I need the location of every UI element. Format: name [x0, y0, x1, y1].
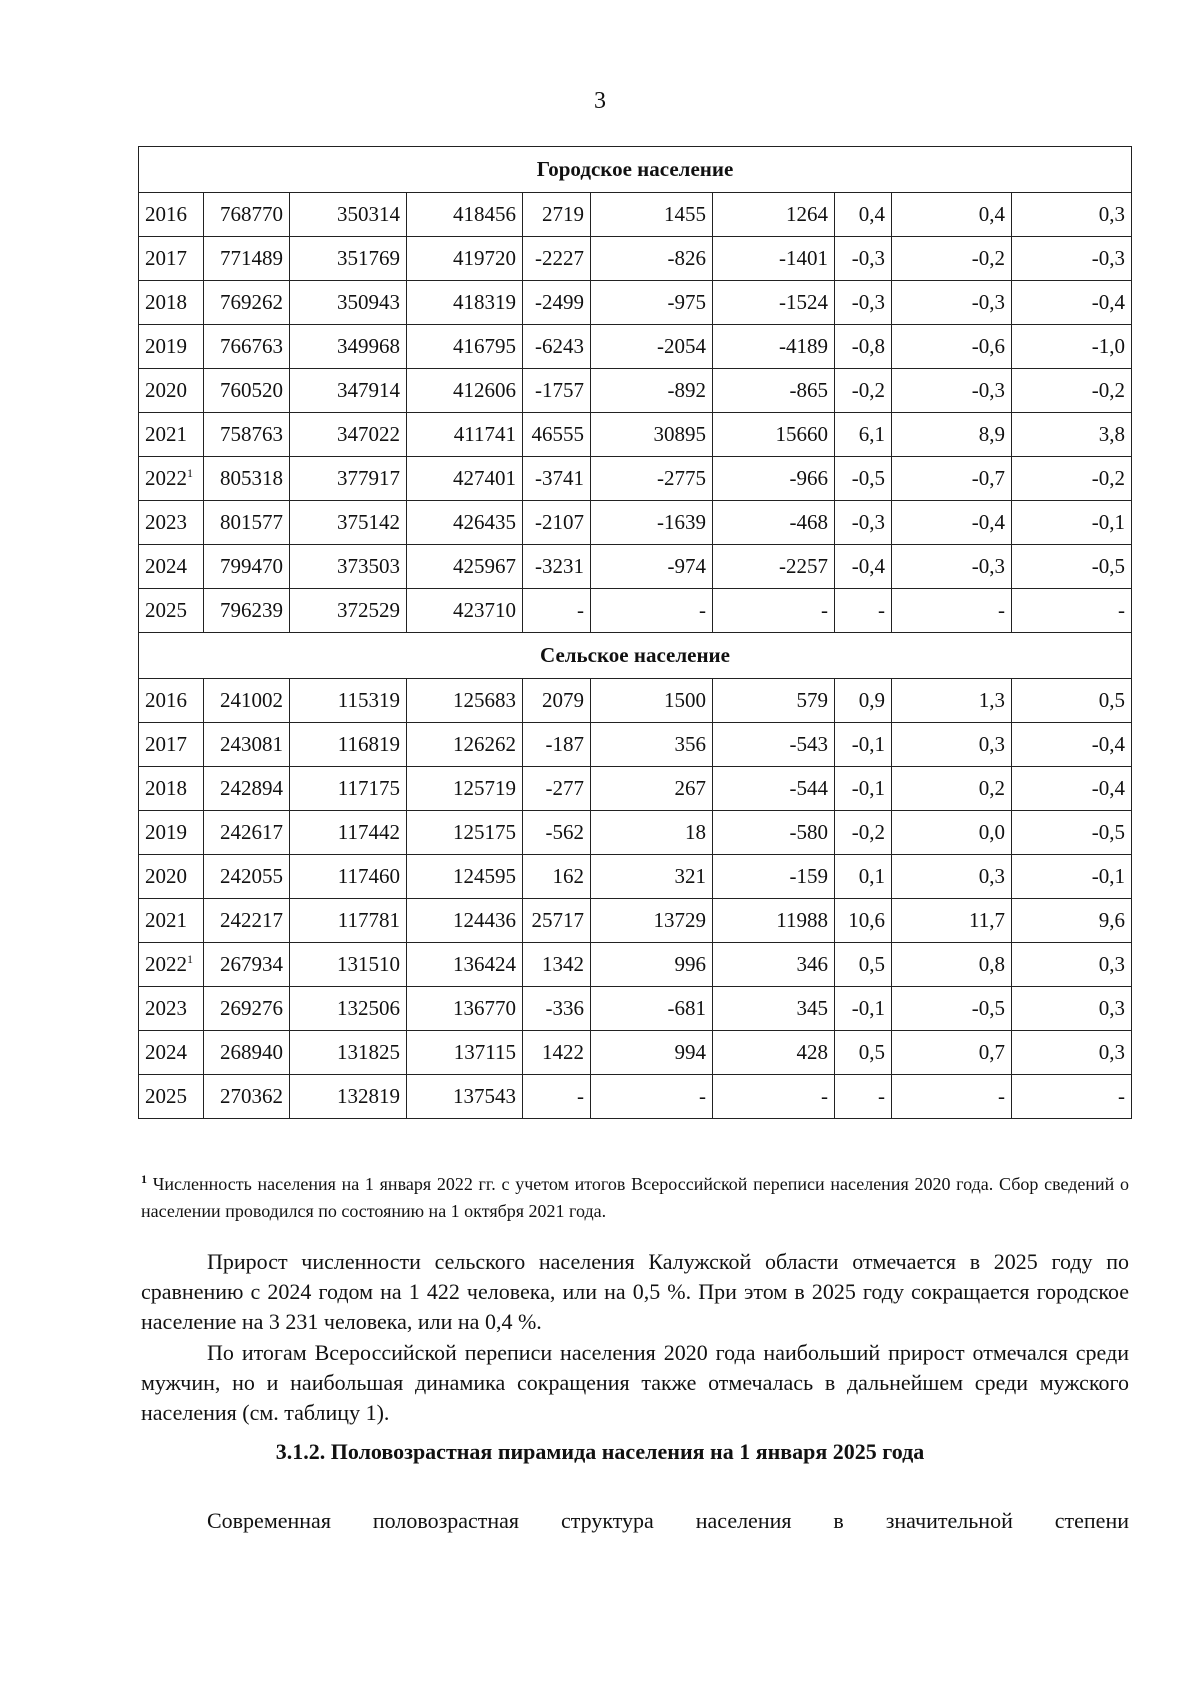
table-cell: -2227 [523, 237, 591, 281]
table-cell: 0,0 [892, 811, 1012, 855]
table-cell: -974 [591, 545, 713, 589]
year-value: 2019 [145, 334, 187, 358]
table-cell: 0,3 [1012, 193, 1132, 237]
table-cell: -580 [713, 811, 835, 855]
table-cell: 2079 [523, 679, 591, 723]
table-cell: -2499 [523, 281, 591, 325]
table-cell: 771489 [204, 237, 290, 281]
table-row [139, 811, 1132, 855]
table-cell: -975 [591, 281, 713, 325]
table-cell: -0,8 [835, 325, 892, 369]
year-cell [139, 237, 204, 281]
table-cell: -6243 [523, 325, 591, 369]
table-cell: 25717 [523, 899, 591, 943]
table-cell: -0,4 [1012, 723, 1132, 767]
year-cell [139, 281, 204, 325]
table-cell: 411741 [407, 413, 523, 457]
table-cell: 137115 [407, 1031, 523, 1075]
table-cell: 241002 [204, 679, 290, 723]
table-cell: -1524 [713, 281, 835, 325]
table-row [139, 545, 1132, 589]
table-cell: 796239 [204, 589, 290, 633]
table-cell: 0,8 [892, 943, 1012, 987]
year-cell [139, 1075, 204, 1119]
table-cell: 760520 [204, 369, 290, 413]
table-cell: 579 [713, 679, 835, 723]
table-cell: 10,6 [835, 899, 892, 943]
table-cell: 768770 [204, 193, 290, 237]
table-row [139, 237, 1132, 281]
table-cell: -1639 [591, 501, 713, 545]
table-cell: 162 [523, 855, 591, 899]
footnote-marker: 1 [141, 1172, 147, 1186]
table-cell: -2054 [591, 325, 713, 369]
table-cell: -826 [591, 237, 713, 281]
table-row [139, 987, 1132, 1031]
table-cell: 0,1 [835, 855, 892, 899]
table-cell: -0,3 [835, 237, 892, 281]
table-cell: -0,2 [835, 369, 892, 413]
table-cell: - [713, 589, 835, 633]
table-cell: 377917 [290, 457, 407, 501]
table-cell: 426435 [407, 501, 523, 545]
table-cell: 8,9 [892, 413, 1012, 457]
table-cell: 350943 [290, 281, 407, 325]
table-cell: -0,4 [1012, 281, 1132, 325]
table-cell: -0,2 [1012, 457, 1132, 501]
year-cell [139, 545, 204, 589]
table-row [139, 1075, 1132, 1119]
table-cell: 116819 [290, 723, 407, 767]
year-cell [139, 413, 204, 457]
table-cell: - [713, 1075, 835, 1119]
year-value: 2025 [145, 598, 187, 622]
table-cell: 350314 [290, 193, 407, 237]
section-heading: 3.1.2. Половозрастная пирамида населения на 1 января 2025 года [275, 1439, 925, 1464]
table-cell: 132819 [290, 1075, 407, 1119]
table-cell: 0,2 [892, 767, 1012, 811]
table-cell: -0,5 [1012, 811, 1132, 855]
year-value: 2020 [145, 864, 187, 888]
table-cell: 346 [713, 943, 835, 987]
table-row [139, 325, 1132, 369]
footnote-ref: 1 [187, 466, 193, 480]
table-cell: 117175 [290, 767, 407, 811]
table-cell: 349968 [290, 325, 407, 369]
table-cell: -1757 [523, 369, 591, 413]
table-cell: -966 [713, 457, 835, 501]
table-cell: 132506 [290, 987, 407, 1031]
table-cell: 0,5 [835, 943, 892, 987]
table-cell: - [892, 589, 1012, 633]
table-cell: 1455 [591, 193, 713, 237]
year-cell [139, 369, 204, 413]
year-value: 2016 [145, 202, 187, 226]
table-cell: 347022 [290, 413, 407, 457]
year-cell [139, 943, 204, 987]
table-cell: 46555 [523, 413, 591, 457]
footnote-text: Численность населения на 1 января 2022 гг. с учетом итогов Всероссийской переписи населения 2020 года. Сбор сведений о населении проводился по состоянию на 1 октября 2021 года. [141, 1174, 1129, 1221]
year-cell [139, 501, 204, 545]
table-cell: -0,2 [1012, 369, 1132, 413]
year-value: 2021 [145, 422, 187, 446]
population-table [138, 146, 1132, 1119]
table-cell: -2775 [591, 457, 713, 501]
table-cell: 425967 [407, 545, 523, 589]
table-cell: -0,2 [835, 811, 892, 855]
table-cell: 0,9 [835, 679, 892, 723]
table-row [139, 281, 1132, 325]
table-cell: 242055 [204, 855, 290, 899]
year-cell [139, 193, 204, 237]
year-cell [139, 1031, 204, 1075]
table-cell: -0,4 [892, 501, 1012, 545]
table-row [139, 723, 1132, 767]
table-cell: - [1012, 1075, 1132, 1119]
table-cell: 15660 [713, 413, 835, 457]
table-cell: -543 [713, 723, 835, 767]
table-cell: -0,5 [835, 457, 892, 501]
table-cell: -0,3 [892, 369, 1012, 413]
table-cell: -277 [523, 767, 591, 811]
table-cell: 0,5 [835, 1031, 892, 1075]
year-cell [139, 899, 204, 943]
table-cell: -0,3 [892, 281, 1012, 325]
table-row [139, 679, 1132, 723]
table-cell: 117442 [290, 811, 407, 855]
table-cell: 412606 [407, 369, 523, 413]
table-cell: 242894 [204, 767, 290, 811]
table-cell: 428 [713, 1031, 835, 1075]
table-cell: - [1012, 589, 1132, 633]
table-cell: 131510 [290, 943, 407, 987]
table-cell: -159 [713, 855, 835, 899]
table-row [139, 501, 1132, 545]
year-cell [139, 811, 204, 855]
year-value: 2024 [145, 1040, 187, 1064]
table-cell: -2257 [713, 545, 835, 589]
table-cell: -1,0 [1012, 325, 1132, 369]
table-cell: -0,1 [835, 987, 892, 1031]
table-cell: 1422 [523, 1031, 591, 1075]
year-cell [139, 855, 204, 899]
year-cell [139, 723, 204, 767]
table-cell: 0,3 [1012, 1031, 1132, 1075]
table-cell: 0,5 [1012, 679, 1132, 723]
table-cell: 124595 [407, 855, 523, 899]
table-cell: -0,3 [835, 281, 892, 325]
table-row [139, 369, 1132, 413]
table-cell: 805318 [204, 457, 290, 501]
table-cell: 242617 [204, 811, 290, 855]
table-cell: 267 [591, 767, 713, 811]
table-cell: -562 [523, 811, 591, 855]
table-cell: 267934 [204, 943, 290, 987]
table-cell: -0,4 [835, 545, 892, 589]
table-cell: -336 [523, 987, 591, 1031]
year-cell [139, 589, 204, 633]
table-cell: 0,3 [892, 723, 1012, 767]
footnote-ref: 1 [187, 952, 193, 966]
year-value: 2025 [145, 1084, 187, 1108]
table-cell: 131825 [290, 1031, 407, 1075]
table-cell: 347914 [290, 369, 407, 413]
year-value: 2023 [145, 510, 187, 534]
year-value: 2017 [145, 732, 187, 756]
table-row [139, 767, 1132, 811]
table-cell: -0,3 [835, 501, 892, 545]
table-cell: 242217 [204, 899, 290, 943]
table-cell: 115319 [290, 679, 407, 723]
table-cell: -0,1 [835, 723, 892, 767]
table-cell: 0,3 [1012, 943, 1132, 987]
table-cell: 994 [591, 1031, 713, 1075]
paragraph-rural-growth: Прирост численности сельского населения Калужской области отмечается в 2025 году по сравнению с 2024 годом на 1 422 человека, или на 0,5 %. При этом в 2025 году сокращается городское население на 3 231 человека, или на 0,4 %. [141, 1249, 1129, 1334]
table-cell: 0,7 [892, 1031, 1012, 1075]
table-cell: 243081 [204, 723, 290, 767]
table-cell: - [591, 589, 713, 633]
table-cell: -681 [591, 987, 713, 1031]
section-title: Сельское население [139, 633, 1132, 679]
year-value: 2020 [145, 378, 187, 402]
year-value: 2022 [145, 952, 187, 976]
year-value: 2018 [145, 290, 187, 314]
table-cell: -1401 [713, 237, 835, 281]
table-cell: 124436 [407, 899, 523, 943]
table-cell: 373503 [290, 545, 407, 589]
table-cell: 801577 [204, 501, 290, 545]
table-cell: -4189 [713, 325, 835, 369]
table-cell: 0,4 [892, 193, 1012, 237]
table-cell: 351769 [290, 237, 407, 281]
table-cell: 758763 [204, 413, 290, 457]
table-cell: 30895 [591, 413, 713, 457]
table-cell: 125719 [407, 767, 523, 811]
table-cell: 268940 [204, 1031, 290, 1075]
table-cell: 372529 [290, 589, 407, 633]
table-cell: 321 [591, 855, 713, 899]
table-cell: 345 [713, 987, 835, 1031]
year-value: 2017 [145, 246, 187, 270]
table-row [139, 589, 1132, 633]
table-cell: 2719 [523, 193, 591, 237]
table-cell: 375142 [290, 501, 407, 545]
year-value: 2022 [145, 466, 187, 490]
table-cell: -0,3 [1012, 237, 1132, 281]
table-cell: - [523, 589, 591, 633]
table-cell: 799470 [204, 545, 290, 589]
paragraph-age-structure: Современная половозрастная структура населения в значительной степени [207, 1508, 1129, 1533]
section-title: Городское население [139, 147, 1132, 193]
table-cell: 125683 [407, 679, 523, 723]
table-cell: 418319 [407, 281, 523, 325]
year-value: 2018 [145, 776, 187, 800]
table-cell: - [835, 589, 892, 633]
table-cell: 0,3 [1012, 987, 1132, 1031]
table-cell: -0,4 [1012, 767, 1132, 811]
table-cell: -544 [713, 767, 835, 811]
year-cell [139, 767, 204, 811]
year-cell [139, 679, 204, 723]
table-cell: 269276 [204, 987, 290, 1031]
table-cell: -892 [591, 369, 713, 413]
table-cell: 6,1 [835, 413, 892, 457]
section-header-row [139, 147, 1132, 193]
table-cell: -0,1 [1012, 855, 1132, 899]
table-cell: 18 [591, 811, 713, 855]
table-cell: 427401 [407, 457, 523, 501]
year-value: 2021 [145, 908, 187, 932]
table-row [139, 457, 1132, 501]
table-cell: 117460 [290, 855, 407, 899]
table-cell: -3231 [523, 545, 591, 589]
table-cell: -3741 [523, 457, 591, 501]
table-cell: 1342 [523, 943, 591, 987]
table-cell: - [892, 1075, 1012, 1119]
page-number: 3 [594, 88, 606, 114]
table-cell: -0,5 [892, 987, 1012, 1031]
table-cell: -187 [523, 723, 591, 767]
table-row [139, 193, 1132, 237]
table-cell: 1264 [713, 193, 835, 237]
table-cell: 125175 [407, 811, 523, 855]
table-cell: 766763 [204, 325, 290, 369]
table-cell: 996 [591, 943, 713, 987]
table-cell: -468 [713, 501, 835, 545]
table-cell: -0,2 [892, 237, 1012, 281]
table-cell: 423710 [407, 589, 523, 633]
table-cell: 3,8 [1012, 413, 1132, 457]
footnote [141, 1171, 1129, 1225]
paragraph-census-results: По итогам Всероссийской переписи населения 2020 года наибольший прирост отмечался среди мужчин, но и наибольшая динамика сокращения также отмечалась в дальнейшем среди мужского населения (см. таблицу 1). [141, 1340, 1129, 1425]
year-cell [139, 325, 204, 369]
year-cell [139, 457, 204, 501]
section-header-row [139, 633, 1132, 679]
table-cell: 1,3 [892, 679, 1012, 723]
table-cell: 117781 [290, 899, 407, 943]
table-cell: 0,3 [892, 855, 1012, 899]
table-row [139, 1031, 1132, 1075]
table-cell: -0,1 [1012, 501, 1132, 545]
table-cell: 9,6 [1012, 899, 1132, 943]
table-cell: 0,4 [835, 193, 892, 237]
table-cell: -0,1 [835, 767, 892, 811]
table-cell: 419720 [407, 237, 523, 281]
table-row [139, 899, 1132, 943]
table-row [139, 943, 1132, 987]
table-cell: 136770 [407, 987, 523, 1031]
table-cell: 137543 [407, 1075, 523, 1119]
table-cell: - [523, 1075, 591, 1119]
table-cell: 418456 [407, 193, 523, 237]
table-cell: 270362 [204, 1075, 290, 1119]
year-cell [139, 987, 204, 1031]
table-cell: -865 [713, 369, 835, 413]
table-row [139, 855, 1132, 899]
year-value: 2023 [145, 996, 187, 1020]
table-cell: -0,6 [892, 325, 1012, 369]
table-cell: 769262 [204, 281, 290, 325]
table-cell: -2107 [523, 501, 591, 545]
year-value: 2019 [145, 820, 187, 844]
year-value: 2016 [145, 688, 187, 712]
table-cell: 126262 [407, 723, 523, 767]
table-cell: - [835, 1075, 892, 1119]
table-cell: 356 [591, 723, 713, 767]
table-cell: 11988 [713, 899, 835, 943]
year-value: 2024 [145, 554, 187, 578]
table-cell: 136424 [407, 943, 523, 987]
table-cell: 416795 [407, 325, 523, 369]
table-cell: -0,7 [892, 457, 1012, 501]
table-cell: -0,5 [1012, 545, 1132, 589]
table-body [139, 147, 1132, 1119]
table-cell: - [591, 1075, 713, 1119]
table-cell: -0,3 [892, 545, 1012, 589]
table-row [139, 413, 1132, 457]
table-cell: 1500 [591, 679, 713, 723]
table-cell: 11,7 [892, 899, 1012, 943]
table-cell: 13729 [591, 899, 713, 943]
